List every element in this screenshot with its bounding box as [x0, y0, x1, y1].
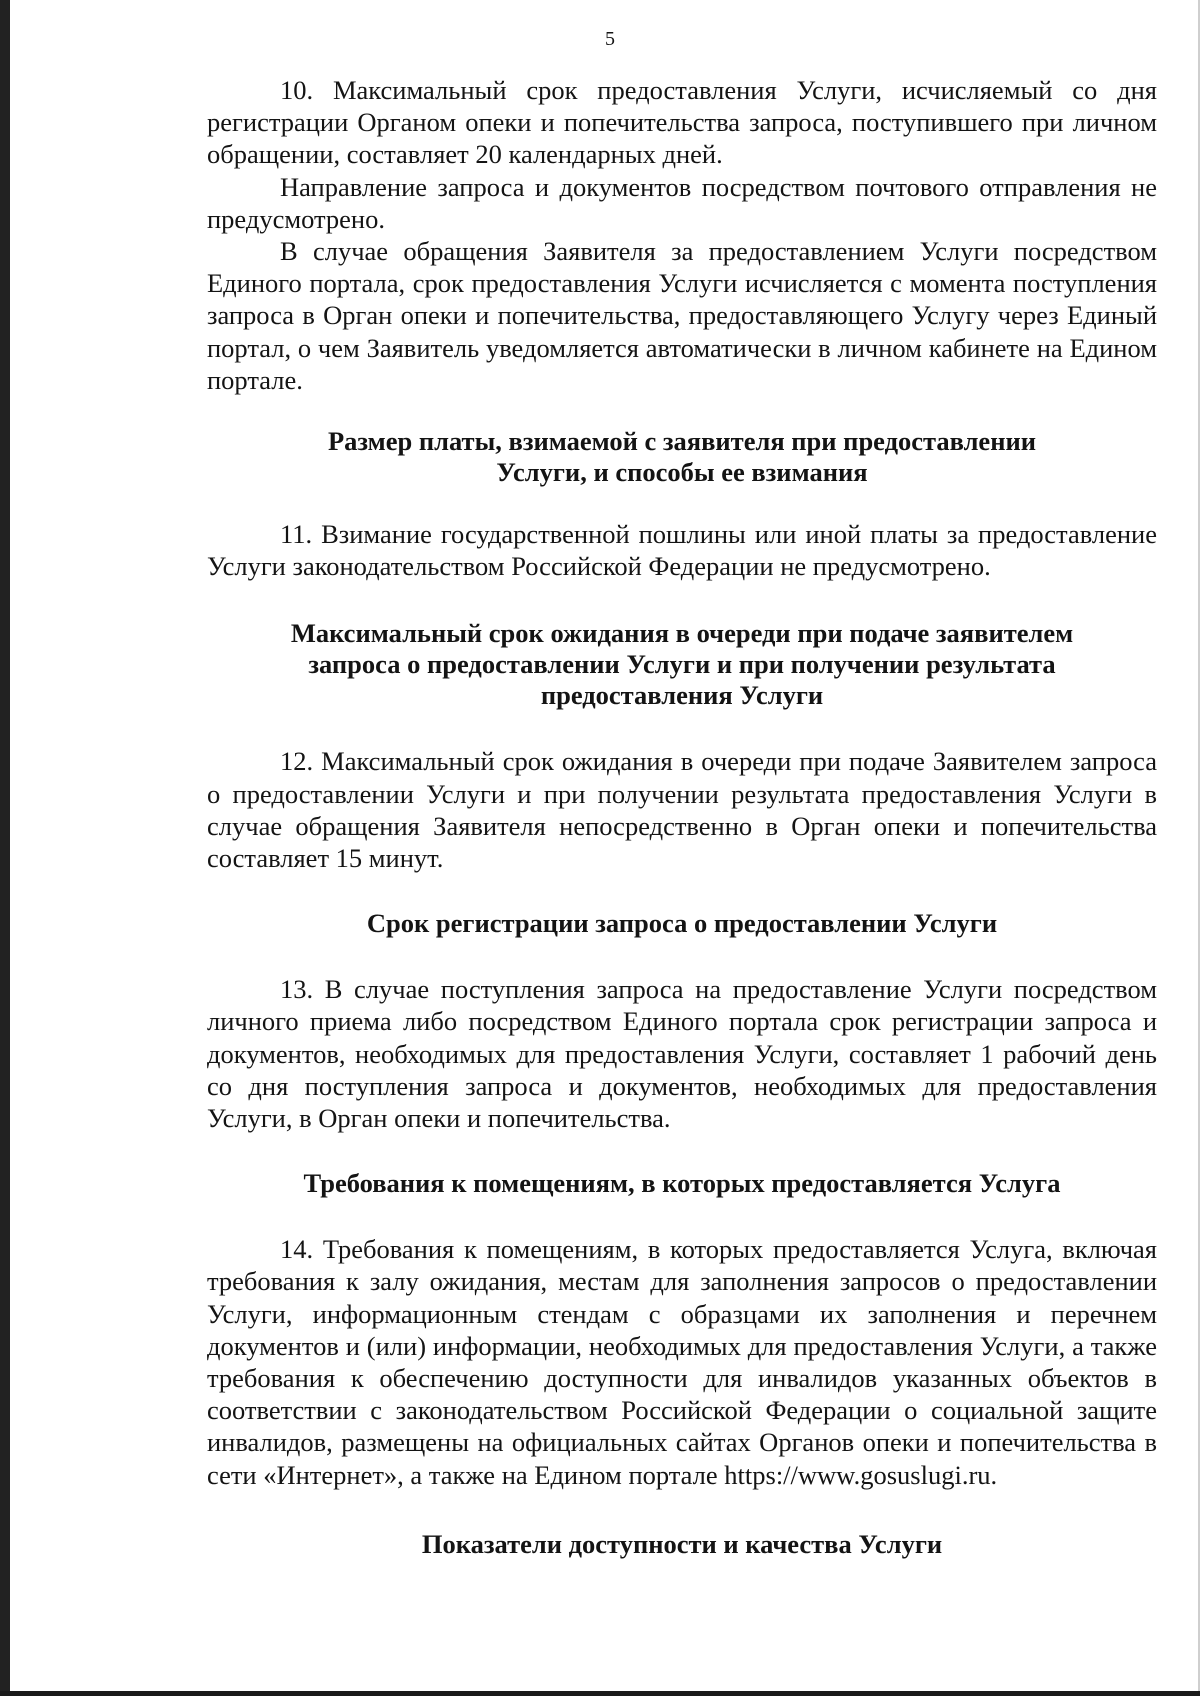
heading-line: запроса о предоставлении Услуги и при получении результата — [308, 649, 1056, 680]
heading-line: Срок регистрации запроса о предоставлении Услуги — [366, 908, 998, 939]
paragraph-10: 10. Максимальный срок предоставления Услуги, исчисляемый со дня регистрации Органом опеки и попечительства запроса, поступившего при личном обращении, составляет 20 календарных дней. — [207, 75, 1157, 170]
heading-line: предоставления Услуги — [540, 680, 824, 711]
heading-line: Услуги, и способы ее взимания — [496, 457, 868, 488]
section-heading-premises — [207, 1168, 1157, 1199]
section-heading-queue — [207, 618, 1157, 711]
section-heading-fee — [207, 426, 1157, 488]
paragraph-12: 12. Максимальный срок ожидания в очереди при подаче Заявителем запроса о предоставлении Услуги и при получении результата предоставления Услуги в случае обращения Заявителя непосредственно в Орган опеки и попечительства составляет 15 минут. — [207, 746, 1157, 874]
document-body — [207, 74, 1157, 1560]
heading-line: Максимальный срок ожидания в очереди при подаче заявителем — [290, 618, 1074, 649]
section-heading-registration — [207, 908, 1157, 939]
scan-bottom-edge — [0, 1691, 1200, 1696]
heading-line: Требования к помещениям, в которых предоставляется Услуга — [303, 1168, 1061, 1199]
paragraph-portal: В случае обращения Заявителя за предоставлением Услуги посредством Единого портала, срок предоставления Услуги исчисляется с момента поступления запроса в Орган опеки и попечительства, предоставляющего Услугу через Единый портал, о чем Заявитель уведомляется автоматически в личном кабинете на Едином портале. — [207, 236, 1157, 395]
section-heading-quality — [207, 1529, 1157, 1560]
paragraph-13: 13. В случае поступления запроса на предоставление Услуги посредством личного приема либо посредством Единого портала срок регистрации запроса и документов, необходимых для предоставления Услуги, составляет 1 рабочий день со дня поступления запроса и документов, необходимых для предоставления Услуги, в Орган опеки и попечительства. — [207, 974, 1157, 1134]
paragraph-14: 14. Требования к помещениям, в которых предоставляется Услуга, включая требования к залу ожидания, местам для заполнения запросов о предоставлении Услуги, информационным стендам с образцами их заполнения и перечнем документов и (или) информации, необходимых для предоставления Услуги, а также требования к обеспечению доступности для инвалидов указанных объектов в соответствии с законодательством Российской Федерации о социальной защите инвалидов, размещены на официальных сайтах Органов опеки и попечительства в сети «Интернет», а также на Едином портале https://www.gosuslugi.ru. — [207, 1234, 1157, 1490]
paragraph-postal: Направление запроса и документов посредством почтового отправления не предусмотрено. — [207, 171, 1157, 234]
heading-line: Размер платы, взимаемой с заявителя при предоставлении — [327, 426, 1037, 457]
page-number: 5 — [605, 28, 615, 50]
heading-line: Показатели доступности и качества Услуги — [421, 1528, 943, 1559]
paragraph-11: 11. Взимание государственной пошлины или иной платы за предоставление Услуги законодательством Российской Федерации не предусмотрено. — [207, 519, 1157, 582]
